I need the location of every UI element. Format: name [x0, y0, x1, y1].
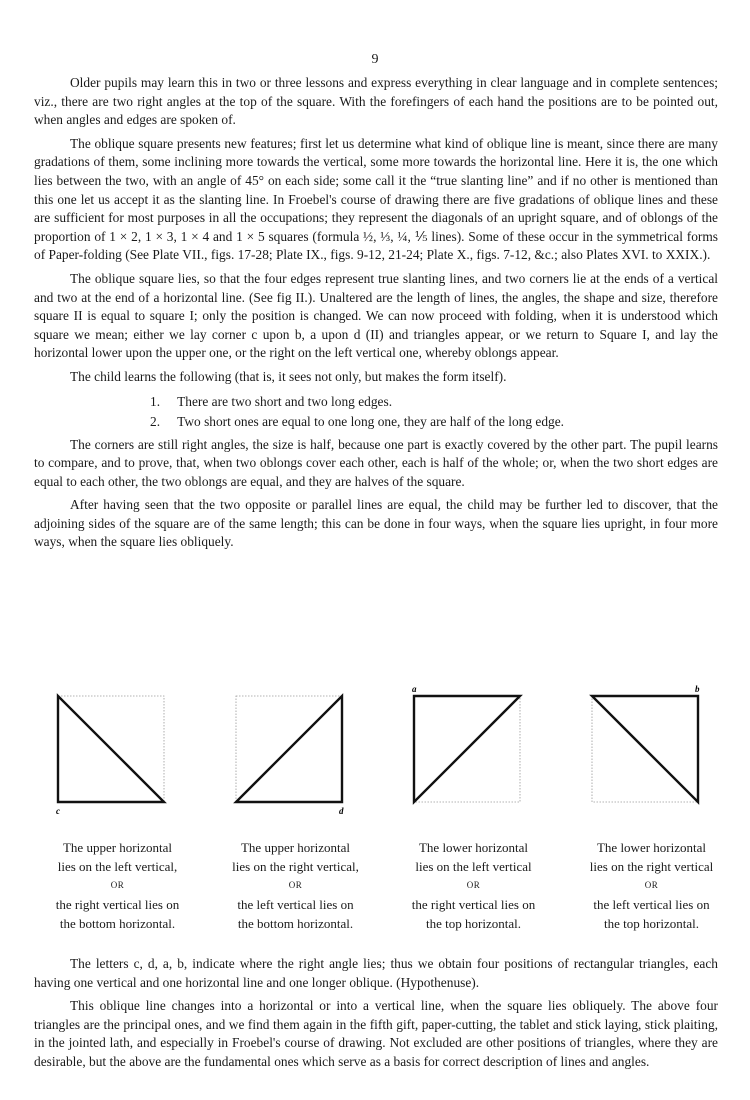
caption-or: OR: [644, 880, 659, 890]
closing-text: [34, 955, 718, 1077]
figure-caption: [564, 838, 739, 933]
caption-line: lies on the right vertical,: [232, 859, 359, 874]
paragraph: The corners are still right angles, the size is half, because one part is exactly covered by the other part. The pupil learns to compare, and to prove, that, when two oblongs cover each other, each is half of the whole; or, when the two short edges are equal to each other, the two oblongs are equal, and they are halves of the square.: [34, 436, 718, 489]
caption-line: lies on the right vertical: [589, 859, 714, 874]
caption-or: OR: [466, 880, 481, 890]
triangle-b-diagram: [564, 660, 739, 830]
triangle-a-diagram: [386, 660, 561, 830]
caption-line: the left vertical lies on: [593, 897, 710, 912]
paragraph: Older pupils may learn this in two or three lessons and express everything in clear language and in complete sentences; viz., there are two right angles at the top of the square. With the forefingers of each hand the positions are to be pointed out, when angles and edges are spoken of.: [34, 75, 718, 128]
list-text: Two short ones are equal to one long one, they are half of the long edge.: [177, 413, 565, 429]
figure-b: [564, 660, 739, 940]
caption-or: OR: [288, 880, 303, 890]
paragraph: The oblique square presents new features; first let us determine what kind of oblique line is meant, since there are many gradations of them, some inclining more towards the vertical, some more towards the horizontal line. Here it is, the one which lies between the two, with an angle of 45° on each side; some call it the “true slanting line” and if no other is mentioned than this one let us accept it as the slanting line. In Froebel's course of drawing there are five gradations of oblique lines and these are sufficient for most purposes in all the occupations; they represent the diagonals of an upright square, and of oblongs of the proportion of 1 × 2, 1 × 3, 1 × 4 and 1 × 5 squares (formula ½, ⅓, ¼, ⅕ lines). Some of these occur in the symmetrical forms of Paper-folding (See Plate VII., figs. 17-28; Plate IX., figs. 9-12, 21-24; Plate X., figs. 7-12, &c.; also Plates XVI. to XXIX.).: [34, 135, 718, 263]
list-number: 2.: [150, 413, 161, 429]
caption-line: The lower horizontal: [418, 840, 528, 855]
page-number: 9: [371, 52, 379, 67]
caption-line: the left vertical lies on: [237, 897, 354, 912]
caption-line: the top horizontal.: [426, 916, 521, 931]
paragraph: The oblique square lies, so that the four edges represent true slanting lines, and two corners lie at the ends of a vertical and two at the end of a horizontal line. (See fig II.). Unaltered are the length of lines, the angles, the shape and size, therefore square II is equal to square I; only the position is changed. We can now proceed with folding, when it is understood which square we mean; either we lay corner c upon b, a upon d (II) and triangles appear, or we return to Square I, and lay the horizontal lower upon the upper one, or the right on the left vertical one, whereby oblongs appear.: [34, 270, 718, 361]
caption-line: The upper horizontal: [62, 840, 172, 855]
corner-label: c: [56, 806, 60, 816]
caption-line: lies on the left vertical,: [57, 859, 178, 874]
corner-label: d: [339, 806, 344, 816]
triangle-figures: [30, 660, 730, 940]
caption-line: The upper horizontal: [240, 840, 350, 855]
caption-line: The lower horizontal: [596, 840, 706, 855]
figure-caption: [386, 838, 561, 933]
figure-a: [386, 660, 561, 940]
list-item: [34, 412, 718, 432]
caption-line: the bottom horizontal.: [237, 916, 354, 931]
figure-d: [208, 660, 383, 940]
triangle-d-diagram: [208, 660, 383, 830]
paragraph: After having seen that the two opposite or parallel lines are equal, the child may be further led to discover, that the adjoining sides of the square are of the same length; this can be done in four ways, when the square lies upright, in four more ways, when the square lies obliquely.: [34, 497, 718, 550]
caption-line: the bottom horizontal.: [59, 916, 176, 931]
paragraph: This oblique line changes into a horizontal or into a vertical line, when the square lies obliquely. The above four triangles are the principal ones, and we find them again in the fifth gift, paper-cutting, the tablet and stick laying, stick plaiting, in the jointed lath, and especially in Froebel's course of drawing. Not excluded are other positions of triangles, where they are desirable, but the above are the fundamental ones which serve as a basis for correct description of lines and angles.: [34, 998, 718, 1069]
corner-label: a: [412, 684, 417, 694]
paragraph: The child learns the following (that is, it sees not only, but makes the form itself).: [70, 368, 507, 384]
triangle-c-diagram: [30, 660, 205, 830]
caption-line: the top horizontal.: [604, 916, 699, 931]
list-text: There are two short and two long edges.: [177, 393, 393, 409]
list-item: [34, 392, 718, 412]
caption-line: the right vertical lies on: [55, 897, 180, 912]
caption-line: lies on the left vertical: [415, 859, 532, 874]
figure-c: [30, 660, 205, 940]
numbered-list: [34, 392, 718, 432]
paragraph: The letters c, d, a, b, indicate where the right angle lies; thus we obtain four positions of rectangular triangles, each having one vertical and one horizontal line and one longer oblique. (Hypothenuse).: [34, 956, 718, 990]
main-text: [34, 74, 718, 557]
list-number: 1.: [150, 393, 161, 409]
caption-or: OR: [110, 880, 125, 890]
figure-caption: [30, 838, 205, 933]
caption-line: the right vertical lies on: [411, 897, 536, 912]
corner-label: b: [695, 684, 700, 694]
figure-caption: [208, 838, 383, 933]
